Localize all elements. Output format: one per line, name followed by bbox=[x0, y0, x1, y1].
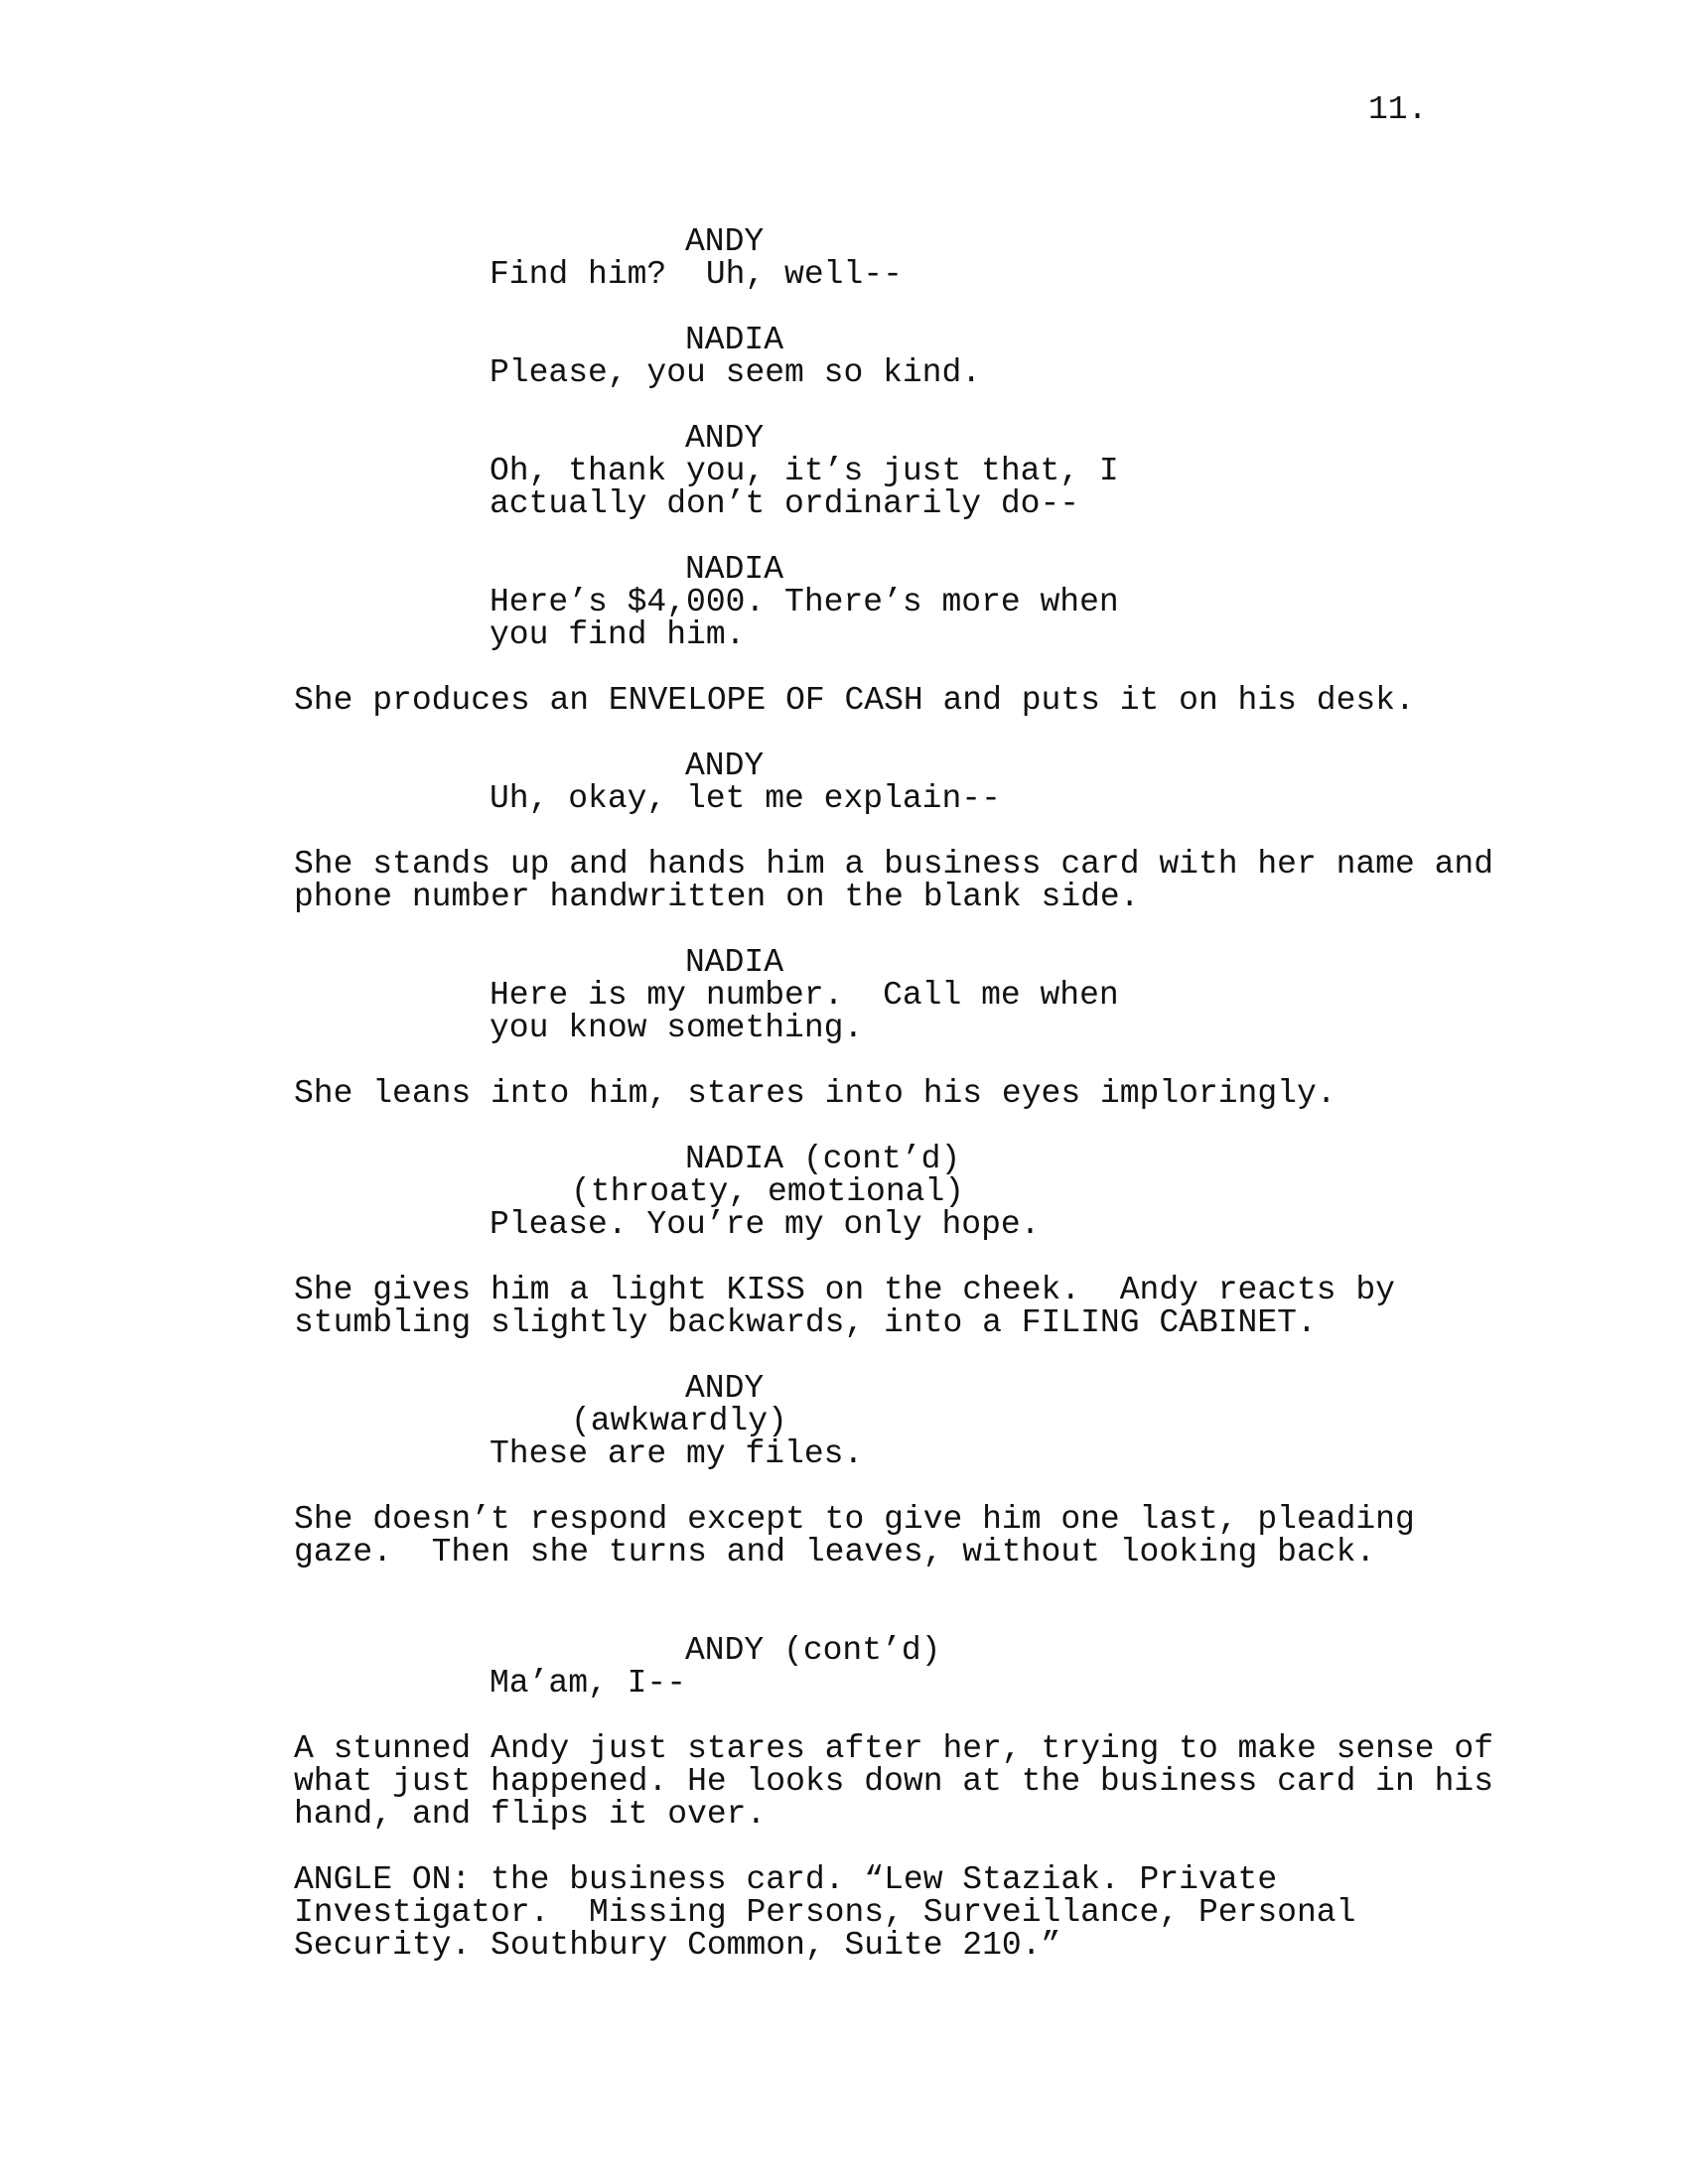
character-cue: ANDY bbox=[685, 223, 765, 260]
dialogue-line: you find him. bbox=[490, 616, 746, 653]
action-line: She gives him a light KISS on the cheek. Andy reacts by bbox=[294, 1272, 1395, 1308]
character-cue: NADIA bbox=[685, 322, 784, 358]
action-line: Security. Southbury Common, Suite 210.” bbox=[294, 1927, 1061, 1964]
action-line: what just happened. He looks down at the business card in his bbox=[294, 1763, 1493, 1800]
dialogue-line: you know something. bbox=[490, 1010, 864, 1046]
action-line: She stands up and hands him a business card with her name and bbox=[294, 846, 1493, 883]
character-cue: ANDY bbox=[685, 420, 765, 457]
dialogue-line: Please, you seem so kind. bbox=[490, 354, 982, 391]
character-cue: ANDY bbox=[685, 748, 765, 784]
dialogue-line: Ma’am, I-- bbox=[490, 1665, 687, 1702]
action-line: hand, and flips it over. bbox=[294, 1796, 767, 1833]
character-cue: ANDY (cont’d) bbox=[685, 1632, 941, 1669]
parenthetical-line: (awkwardly) bbox=[571, 1403, 787, 1439]
action-line: She produces an ENVELOPE OF CASH and puts it on his desk. bbox=[294, 682, 1415, 719]
dialogue-line: Here is my number. Call me when bbox=[490, 977, 1119, 1014]
action-line: Investigator. Missing Persons, Surveillance, Personal bbox=[294, 1894, 1356, 1931]
action-line: gaze. Then she turns and leaves, without looking back. bbox=[294, 1534, 1376, 1570]
character-cue: NADIA bbox=[685, 944, 784, 981]
action-line: phone number handwritten on the blank side. bbox=[294, 879, 1140, 915]
page-number: 11. bbox=[1368, 91, 1428, 128]
dialogue-line: Here’s $4,000. There’s more when bbox=[490, 584, 1119, 620]
dialogue-line: Oh, thank you, it’s just that, I bbox=[490, 453, 1119, 489]
parenthetical-line: (throaty, emotional) bbox=[571, 1173, 965, 1210]
dialogue-line: Please. You’re my only hope. bbox=[490, 1206, 1041, 1243]
character-cue: ANDY bbox=[685, 1370, 765, 1407]
dialogue-line: Find him? Uh, well-- bbox=[490, 256, 903, 293]
dialogue-line: actually don’t ordinarily do-- bbox=[490, 485, 1080, 522]
dialogue-line: Uh, okay, let me explain-- bbox=[490, 780, 1001, 817]
action-line: ANGLE ON: the business card. “Lew Staziak. Private bbox=[294, 1861, 1278, 1898]
action-line: She doesn’t respond except to give him one last, pleading bbox=[294, 1501, 1415, 1538]
action-line: stumbling slightly backwards, into a FILING CABINET. bbox=[294, 1304, 1317, 1341]
character-cue: NADIA bbox=[685, 551, 784, 588]
action-line: She leans into him, stares into his eyes imploringly. bbox=[294, 1075, 1336, 1112]
action-line: A stunned Andy just stares after her, trying to make sense of bbox=[294, 1730, 1493, 1767]
dialogue-line: These are my files. bbox=[490, 1435, 864, 1472]
character-cue: NADIA (cont’d) bbox=[685, 1141, 961, 1177]
